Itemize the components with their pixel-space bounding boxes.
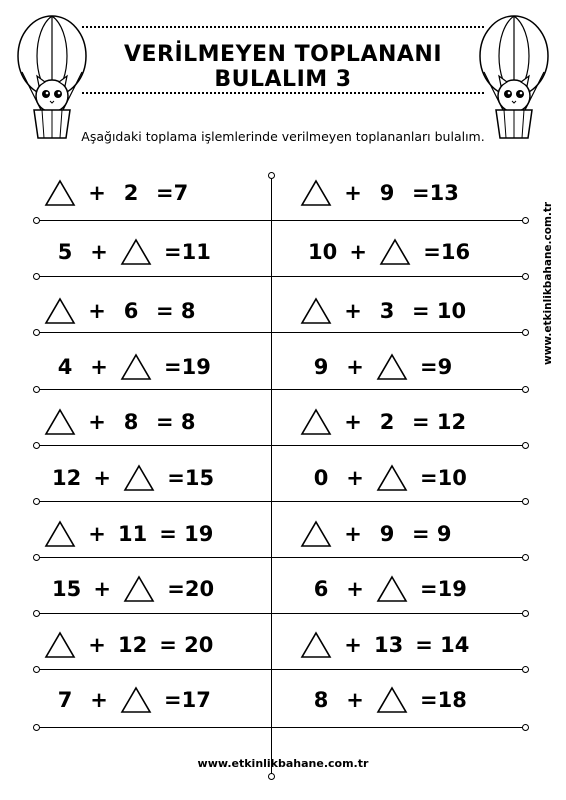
blank-triangle-icon[interactable] <box>44 297 76 325</box>
sum-result: =7 <box>156 181 189 205</box>
row-separator-line <box>38 389 524 390</box>
sum-result: = 14 <box>415 633 470 657</box>
addend-number: 10 <box>308 240 338 264</box>
blank-triangle-icon[interactable] <box>300 179 332 207</box>
blank-triangle-icon[interactable] <box>44 408 76 436</box>
sum-result: = 8 <box>156 410 196 434</box>
blank-triangle-icon[interactable] <box>376 686 408 714</box>
equation-left <box>44 235 211 269</box>
addend-number: 7 <box>57 688 73 712</box>
plus-sign: + <box>93 466 112 490</box>
blank-triangle-icon[interactable] <box>44 520 76 548</box>
sum-result: = 19 <box>159 522 214 546</box>
equation-left <box>44 683 211 717</box>
equation-right <box>300 350 452 384</box>
equation-right <box>300 294 466 328</box>
blank-triangle-icon[interactable] <box>44 631 76 659</box>
row-separator-line <box>38 613 524 614</box>
sum-result: =19 <box>420 577 467 601</box>
plus-sign: + <box>349 240 368 264</box>
addend-number: 8 <box>313 688 329 712</box>
row-separator-line <box>38 501 524 502</box>
row-separator-line <box>38 669 524 670</box>
addend-number: 5 <box>57 240 73 264</box>
sum-result: =11 <box>164 240 211 264</box>
equation-left <box>44 294 196 328</box>
blank-triangle-icon[interactable] <box>300 520 332 548</box>
title-dotted-line-bottom <box>82 92 484 94</box>
plus-sign: + <box>88 299 106 323</box>
equation-left <box>44 405 196 439</box>
plus-sign: + <box>344 299 362 323</box>
blank-triangle-icon[interactable] <box>300 408 332 436</box>
row-separator-line <box>38 445 524 446</box>
plus-sign: + <box>344 522 362 546</box>
sum-result: =10 <box>420 466 467 490</box>
addend-number: 2 <box>123 181 139 205</box>
blank-triangle-icon[interactable] <box>300 631 332 659</box>
row-separator-line <box>38 220 524 221</box>
equation-right <box>300 517 452 551</box>
equation-left <box>44 461 214 495</box>
plus-sign: + <box>346 466 364 490</box>
blank-triangle-icon[interactable] <box>120 353 152 381</box>
sum-result: =17 <box>164 688 211 712</box>
sum-result: =9 <box>420 355 453 379</box>
blank-triangle-icon[interactable] <box>376 464 408 492</box>
addend-number: 2 <box>379 410 395 434</box>
equation-left <box>44 572 214 606</box>
plus-sign: + <box>88 410 106 434</box>
plus-sign: + <box>346 688 364 712</box>
addend-number: 3 <box>379 299 395 323</box>
page-title: VERİLMEYEN TOPLANANI BULALIM 3 <box>123 42 443 92</box>
row-separator-line <box>38 557 524 558</box>
blank-triangle-icon[interactable] <box>376 575 408 603</box>
addend-number: 13 <box>374 633 404 657</box>
plus-sign: + <box>344 410 362 434</box>
addend-number: 11 <box>118 522 148 546</box>
addend-number: 12 <box>118 633 148 657</box>
sum-result: =15 <box>167 466 215 490</box>
addend-number: 6 <box>123 299 139 323</box>
sum-result: =16 <box>423 240 471 264</box>
plus-sign: + <box>344 633 362 657</box>
sum-result: =18 <box>420 688 467 712</box>
addend-number: 9 <box>313 355 329 379</box>
row-separator-line <box>38 276 524 277</box>
equation-left <box>44 628 213 662</box>
plus-sign: + <box>88 181 106 205</box>
addend-number: 15 <box>52 577 82 601</box>
instructions-text: Aşağıdaki toplama işlemlerinde verilmeyen toplananları bulalım. <box>81 129 485 144</box>
plus-sign: + <box>90 355 108 379</box>
plus-sign: + <box>346 577 364 601</box>
equation-right <box>300 461 467 495</box>
column-divider <box>271 178 272 774</box>
sum-result: = 10 <box>412 299 467 323</box>
plus-sign: + <box>88 522 106 546</box>
equation-left <box>44 517 213 551</box>
addend-number: 12 <box>52 466 82 490</box>
equation-right <box>300 405 466 439</box>
sum-result: =13 <box>412 181 459 205</box>
blank-triangle-icon[interactable] <box>376 353 408 381</box>
equation-right <box>300 176 459 210</box>
row-separator-line <box>38 727 524 728</box>
plus-sign: + <box>93 577 112 601</box>
sum-result: = 9 <box>412 522 452 546</box>
addend-number: 9 <box>379 522 395 546</box>
sum-result: = 12 <box>412 410 467 434</box>
equation-right <box>300 572 467 606</box>
sum-result: =20 <box>167 577 215 601</box>
plus-sign: + <box>90 240 108 264</box>
equation-right <box>300 628 469 662</box>
sum-result: = 8 <box>156 299 196 323</box>
equation-left <box>44 176 188 210</box>
plus-sign: + <box>344 181 362 205</box>
plus-sign: + <box>88 633 106 657</box>
sum-result: =19 <box>164 355 211 379</box>
side-website-url: www.etkinlikbahane.com.tr <box>542 201 554 365</box>
plus-sign: + <box>346 355 364 379</box>
equation-right <box>300 683 467 717</box>
addend-number: 0 <box>313 466 329 490</box>
sum-result: = 20 <box>159 633 214 657</box>
blank-triangle-icon[interactable] <box>379 238 411 266</box>
blank-triangle-icon[interactable] <box>44 179 76 207</box>
title-dotted-line-top <box>82 26 484 28</box>
equation-left <box>44 350 211 384</box>
footer-website-url: www.etkinlikbahane.com.tr <box>197 757 369 770</box>
blank-triangle-icon[interactable] <box>120 686 152 714</box>
equation-right <box>300 235 470 269</box>
addend-number: 8 <box>123 410 139 434</box>
blank-triangle-icon[interactable] <box>123 464 155 492</box>
addend-number: 6 <box>313 577 329 601</box>
plus-sign: + <box>90 688 108 712</box>
row-separator-line <box>38 332 524 333</box>
blank-triangle-icon[interactable] <box>123 575 155 603</box>
blank-triangle-icon[interactable] <box>120 238 152 266</box>
addend-number: 9 <box>379 181 395 205</box>
addend-number: 4 <box>57 355 73 379</box>
blank-triangle-icon[interactable] <box>300 297 332 325</box>
